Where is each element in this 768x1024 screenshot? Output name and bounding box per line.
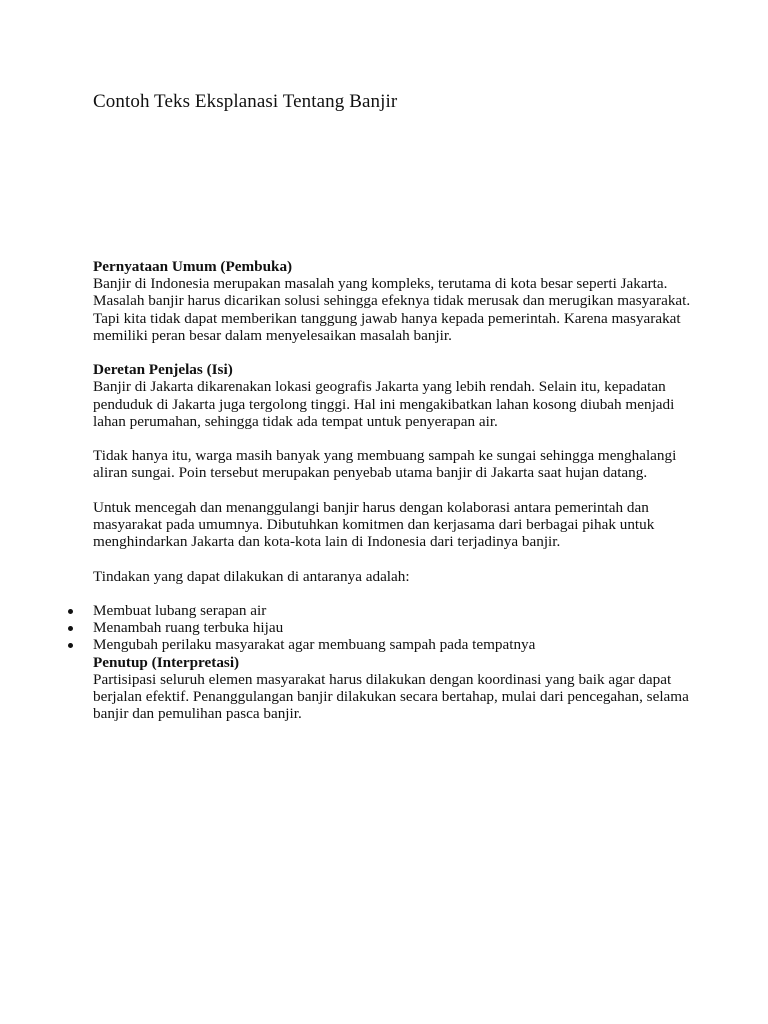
- section-heading-penutup: Penutup (Interpretasi): [93, 653, 240, 671]
- spacer: [93, 550, 693, 567]
- paragraph-isi-4: Tindakan yang dapat dilakukan di antaranya adalah:: [93, 567, 410, 585]
- section-heading-isi: Deretan Penjelas (Isi): [93, 361, 233, 379]
- paragraph-penutup: Partisipasi seluruh elemen masyarakat harus dilakukan dengan koordinasi yang baik agar dapat berjalan efektif. Penanggulangan banjir dilakukan secara bertahap, mulai dari pencegahan, selama banjir dan pemulihan pasca banjir.: [93, 670, 689, 723]
- paragraph-isi-3: Untuk mencegah dan menanggulangi banjir harus dengan kolaborasi antara pemerintah dan masyarakat pada umumnya. Dibutuhkan komitmen dan kerjasama dari berbagai pihak untuk menghindarkan Jakarta dan kota-kota lain di Indonesia dari terjadinya banjir.: [93, 498, 655, 551]
- section-heading-pembuka: Pernyataan Umum (Pembuka): [93, 258, 293, 275]
- list-item-text: Membuat lubang serapan air: [93, 601, 267, 619]
- spacer: [93, 344, 693, 361]
- spacer: [93, 585, 693, 602]
- list-item: [93, 619, 693, 636]
- list-item-text: Mengubah perilaku masyarakat agar membuang sampah pada tempatnya: [93, 636, 536, 654]
- bullet-icon: [68, 626, 73, 631]
- paragraph-isi-1: Banjir di Jakarta dikarenakan lokasi geografis Jakarta yang lebih rendah. Selain itu, kepadatan penduduk di Jakarta juga tergolong tinggi. Hal ini mengakibatkan lahan kosong diubah menjadi lahan perumahan, sehingga tidak ada tempat untuk penyerapan air.: [93, 378, 675, 430]
- document-body: [93, 258, 693, 722]
- section-pembuka: [93, 258, 693, 344]
- spacer: [93, 482, 693, 499]
- list-item: [93, 602, 693, 619]
- paragraph-pembuka: Banjir di Indonesia merupakan masalah yang kompleks, terutama di kota besar seperti Jakarta. Masalah banjir harus dicarikan solusi sehingga efeknya tidak merusak dan merugikan masyarakat. Tapi kita tidak dapat memberikan tanggung jawab hanya kepada pemerintah. Karena masyarakat memiliki peran besar dalam menyelesaikan masalah banjir.: [93, 275, 691, 344]
- bullet-icon: [68, 609, 73, 614]
- section-penutup: [93, 654, 693, 723]
- document-title: Contoh Teks Eksplanasi Tentang Banjir: [93, 91, 398, 112]
- spacer: [93, 430, 693, 447]
- paragraph-isi-2: Tidak hanya itu, warga masih banyak yang membuang sampah ke sungai sehingga menghalangi aliran sungai. Poin tersebut merupakan penyebab utama banjir di Jakarta saat hujan datang.: [93, 447, 677, 482]
- list-item: [93, 636, 693, 653]
- list-item-text: Menambah ruang terbuka hijau: [93, 619, 284, 637]
- section-isi: [93, 361, 693, 653]
- bullet-icon: [68, 643, 73, 648]
- bullet-list: [93, 602, 693, 654]
